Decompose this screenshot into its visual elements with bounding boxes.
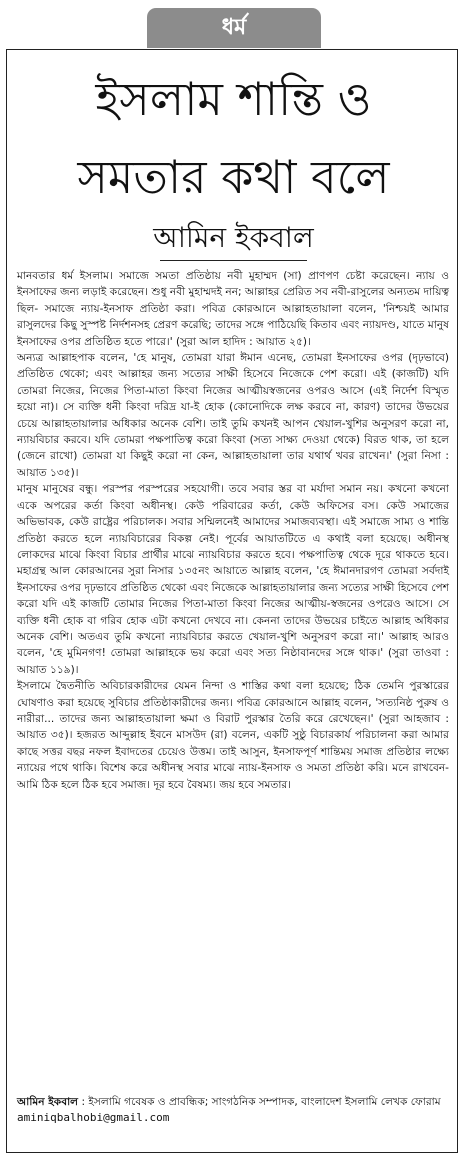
paragraph: অন্যত্র আল্লাহপাক বলেন, 'হে মানুষ, তোমরা যারা ঈমান এনেছ, তোমরা ইনসাফের ওপর (দৃঢ়ভাবে) প্রতিষ্ঠিত থেকো; এবং আল্লাহর জন্য সত্যের সাক্ষী হিসেবে নিজেকে পেশ করো। এই (কাজটি) যদি তোমরা নিজের, নিজের পিতা-মাতা কিংবা নিজের আত্মীয়স্বজনের ওপরও আসে (এই নির্দেশ বিস্মৃত হয়ো না)। সে ব্যক্তি ধনী কিংবা দরিদ্র যা-ই হোক (কোনোদিকে লক্ষ করবে না, কারণ) তাদের উভয়ের চেয়ে আল্লাহতায়ালার অধিকার অনেক বেশি। তাই তুমি কখনই আপন খেয়াল-খুশির অনুসরণ করো না, ন্যায়বিচার করবে। যদি তোমরা পক্ষপাতিত্ব করো কিংবা (সত্য সাক্ষ্য দেওয়া থেকে) বিরত থাক, তা হলে (জেনে রাখো) তোমরা যা কিছুই করো না কেন, আল্লাহতায়ালা তার যথার্থ খবর রাখেন।' (সুরা নিসা : আয়াত ১৩৫)। [17,352,449,479]
paragraph: মানবতার ধর্ম ইসলাম। সমাজে সমতা প্রতিষ্ঠায় নবী মুহাম্মদ (সা) প্রাণপণ চেষ্টা করেছেন। ন্যায় ও ইনসাফের জন্য লড়াই করেছেন। শুধু নবী মুহাম্মদই নন; আল্লাহর প্রেরিত সব নবী-রাসুলের অন্যতম দায়িত্ব ছিল- সমাজে ন্যায়-ইনসাফ প্রতিষ্ঠা করা। পবিত্র কোরআনে আল্লাহতায়ালা বলেন, 'নিশ্চয়ই আমার রাসুলদের কিছু সুস্পষ্ট নির্দশনসহ প্রেরণ করেছি; তাদের সঙ্গে পাঠিয়েছি কিতাব এবং ন্যায়দণ্ড, যাতে মানুষ ইনসাফের ওপর প্রতিষ্ঠিত হতে পারে।' (সুরা আল হাদিদ : আয়াত ২৫)। [17,270,449,348]
footer-author-name: আমিন ইকবাল [17,1096,79,1108]
paragraph: ইসলামে দ্বৈতনীতি অবিচারকারীদের যেমন নিন্দা ও শাস্তির কথা বলা হয়েছে; ঠিক তেমনি পুরস্কারের ঘোষণাও করা হয়েছে সুবিচার প্রতিষ্ঠাকারীদের জন্য। পবিত্র কোরআনে আল্লাহ বলেন, 'সত্যনিষ্ঠ পুরুষ ও নারীরা... তাদের জন্য আল্লাহতায়ালা ক্ষমা ও বিরাট পুরস্কার তৈরি করে রেখেছেন।' (সুরা আহজাব : আয়াত ৩৫)। হজরত আব্দুল্লাহ ইবনে মাসউদ (রা) বলেন, একটি সুষ্ঠু বিচারকার্য পরিচালনা করা আমার কাছে সত্তর বছর নফল ইবাদতের চেয়েও উত্তম। তাই আসুন, ইনসাফপূর্ণ শান্তিময় সমাজ প্রতিষ্ঠার লক্ষ্যে ন্যায়ের পথে থাকি। বিশেষ করে অধীনস্থ সবার মাঝে ন্যায়-ইনসাফ ও সমতা প্রতিষ্ঠা করি। মনে রাখবেন- আমি ঠিক হলে ঠিক হবে সমাজ। দূর হবে বৈষম্য। জয় হবে সমতার। [17,680,449,791]
article-body [17,268,449,793]
author-email[interactable]: aminiqbalhobi@gmail.com [17,1111,170,1124]
paragraph: মানুষ মানুষের বন্ধু। পরস্পর পরস্পরের সহযোগী। তবে সবার স্তর বা মর্যাদা সমান নয়। কখনো কখনো একে অপরের কর্তা কিংবা অধীনস্থ। কেউ পরিবারের কর্তা, কেউ অফিসের বস। কেউ সমাজের অভিভাবক, কেউ রাষ্ট্রের পরিচালক। সবার সম্মিলনেই আমাদের সমাজব্যবস্থা। এই সমাজে সাম্য ও শান্তি প্রতিষ্ঠা করতে হলে ন্যায়বিচারের বিকল্প নেই। পূর্বের আয়াতটিতে এ কথাই বলা হয়েছে। অধীনস্থ লোকদের মাঝে কিংবা বিচার প্রার্থীর মাঝে ন্যায়বিচার করতে হবে। পক্ষপাতিত্ব থেকে দূরে থাকতে হবে। মহাগ্রন্থ আল কোরআনের সুরা নিসার ১৩৫নং আয়াতে আল্লাহ বলেন, 'হে ঈমানদারগণ তোমরা সর্বদাই ইনসাফের ওপর দৃঢ়ভাবে প্রতিষ্ঠিত থেকো এবং নিজেকে আল্লাহতায়ালার জন্য সত্যের সাক্ষী হিসেবে পেশ করো যদি এই কাজটি তোমার নিজের পিতা-মাতা কিংবা নিজের আত্মীয়-স্বজনের ওপরেও আসে। সে ব্যক্তি ধনী হোক বা গরিব হোক এটা কখনো দেখবে না। কেননা তাদের উভয়ের চাইতে আল্লাহ অধিকার অনেক বেশি। অতএব তুমি কখনো ন্যায়বিচার করতে খেয়াল-খুশি অনুসরণ করো না।' আল্লাহ আরও বলেন, 'হে মুমিনগণ! তোমরা আল্লাহকে ভয় করো এবং সত্য নিষ্ঠাবানদের সঙ্গে থাক।' (সুরা তাওবা : আয়াত ১১৯)। [17,483,449,676]
section-tab: ধর্ম [147,8,321,48]
author-footer [17,1094,449,1126]
footer-author-bio: : ইসলামি গবেষক ও প্রাবন্ধিক; সাংগঠনিক সম্পাদক, বাংলাদেশ ইসলামি লেখক ফোরাম [78,1096,441,1108]
headline-line-1: ইসলাম শান্তি ও [95,72,372,126]
headline-line-2: সমতার কথা বলে [77,150,390,204]
headline [10,60,457,216]
byline-underline [160,260,307,261]
byline: আমিন ইকবাল [153,221,314,254]
